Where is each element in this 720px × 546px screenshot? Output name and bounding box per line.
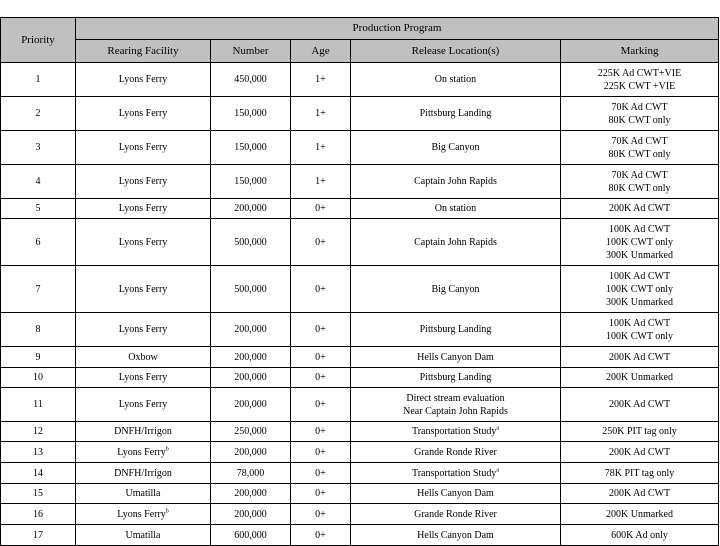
location-line: Transportation Study <box>411 426 497 437</box>
number-cell: 200,000 <box>211 313 291 347</box>
facility-name: Lyons Ferry <box>118 108 168 119</box>
marking-cell <box>561 266 719 313</box>
facility-name: DNFH/Irrigon <box>114 467 172 479</box>
age-cell: 0+ <box>291 266 351 313</box>
table-row <box>1 442 719 463</box>
footnote-marker: b <box>165 446 169 453</box>
age-cell: 0+ <box>291 484 351 504</box>
table-row <box>1 63 719 97</box>
priority-cell: 14 <box>1 463 76 484</box>
release-location-cell <box>351 463 561 484</box>
marking-line: 100K CWT only <box>605 236 674 248</box>
age-cell: 0+ <box>291 422 351 442</box>
marking-cell <box>561 347 719 368</box>
facility-name: Lyons Ferry <box>118 399 168 410</box>
priority-cell: 6 <box>1 219 76 266</box>
priority-cell: 15 <box>1 484 76 504</box>
age-cell: 0+ <box>291 463 351 484</box>
number-cell: 150,000 <box>211 165 291 199</box>
release-location-cell <box>351 97 561 131</box>
marking-line: 200K Unmarked <box>606 508 673 520</box>
priority-cell: 5 <box>1 199 76 219</box>
release-location-cell <box>351 199 561 219</box>
facility-name: Lyons Ferry <box>117 508 166 520</box>
location-line: Grande Ronde River <box>414 508 497 520</box>
facility-name: Lyons Ferry <box>118 142 168 153</box>
release-location-cell <box>351 266 561 313</box>
location-line: Hells Canyon Dam <box>417 351 494 363</box>
marking-cell <box>561 199 719 219</box>
release-location-cell <box>351 219 561 266</box>
table-row <box>1 347 719 368</box>
rearing-facility-cell <box>76 525 211 546</box>
number-cell: 150,000 <box>211 131 291 165</box>
number-cell: 500,000 <box>211 219 291 266</box>
table-header <box>1 18 719 63</box>
rearing-facility-cell <box>76 442 211 463</box>
age-header: Age <box>291 40 351 63</box>
age-cell: 0+ <box>291 442 351 463</box>
table-row <box>1 199 719 219</box>
marking-line: 250K PIT tag only <box>602 426 677 437</box>
priority-cell: 10 <box>1 368 76 388</box>
location-line: Near Captain John Rapids <box>403 405 508 417</box>
number-cell: 200,000 <box>211 484 291 504</box>
age-cell: 1+ <box>291 131 351 165</box>
marking-line: 200K Ad CWT <box>608 488 671 499</box>
footnote-marker: b <box>165 508 169 515</box>
number-cell: 200,000 <box>211 199 291 219</box>
location-line: Direct stream evaluation <box>406 392 505 404</box>
marking-line: 100K Ad CWT <box>608 317 671 329</box>
production-program-table <box>0 17 719 546</box>
rearing-facility-cell <box>76 131 211 165</box>
age-cell: 0+ <box>291 388 351 422</box>
footnote-marker: a <box>496 467 500 474</box>
table-row <box>1 484 719 504</box>
number-cell: 200,000 <box>211 347 291 368</box>
marking-line: 225K CWT +VIE <box>603 80 676 92</box>
table-row <box>1 97 719 131</box>
location-line: Big Canyon <box>431 283 480 295</box>
rearing-facility-cell <box>76 219 211 266</box>
marking-cell <box>561 442 719 463</box>
release-location-cell <box>351 63 561 97</box>
marking-line: 70K Ad CWT <box>611 169 668 181</box>
marking-cell <box>561 63 719 97</box>
table-row <box>1 131 719 165</box>
table-row <box>1 388 719 422</box>
facility-name: Lyons Ferry <box>118 203 168 214</box>
release-location-header: Release Location(s) <box>351 40 561 63</box>
rearing-facility-cell <box>76 347 211 368</box>
location-line: Pittsburg Landing <box>419 108 492 119</box>
rearing-facility-cell <box>76 368 211 388</box>
marking-cell <box>561 131 719 165</box>
location-line: Pittsburg Landing <box>419 324 492 335</box>
age-cell: 1+ <box>291 165 351 199</box>
marking-line: 70K Ad CWT <box>611 101 668 113</box>
table-row <box>1 219 719 266</box>
marking-line: 100K CWT only <box>605 330 674 342</box>
number-cell: 600,000 <box>211 525 291 546</box>
marking-line: 200K Ad CWT <box>608 399 671 410</box>
location-line: On station <box>434 74 477 85</box>
facility-name: Lyons Ferry <box>118 283 168 295</box>
release-location-cell <box>351 347 561 368</box>
marking-header: Marking <box>561 40 719 63</box>
priority-cell: 1 <box>1 63 76 97</box>
location-line: Captain John Rapids <box>414 236 497 248</box>
rearing-facility-cell <box>76 266 211 313</box>
location-line: On station <box>434 203 477 214</box>
priority-cell: 16 <box>1 504 76 525</box>
rearing-facility-cell <box>76 199 211 219</box>
marking-cell <box>561 422 719 442</box>
facility-name: Lyons Ferry <box>118 324 168 335</box>
age-cell: 0+ <box>291 368 351 388</box>
number-cell: 200,000 <box>211 504 291 525</box>
number-cell: 250,000 <box>211 422 291 442</box>
release-location-cell <box>351 368 561 388</box>
location-line: Big Canyon <box>431 142 480 153</box>
facility-name: Oxbow <box>128 351 158 363</box>
rearing-facility-cell <box>76 165 211 199</box>
location-line: Hells Canyon Dam <box>417 529 494 541</box>
table-row <box>1 313 719 347</box>
marking-cell <box>561 165 719 199</box>
marking-line: 100K Ad CWT <box>608 270 671 282</box>
priority-cell: 8 <box>1 313 76 347</box>
number-cell: 200,000 <box>211 388 291 422</box>
marking-cell <box>561 484 719 504</box>
marking-line: 70K Ad CWT <box>611 135 668 147</box>
priority-cell: 7 <box>1 266 76 313</box>
rearing-facility-cell <box>76 463 211 484</box>
marking-line: 80K CWT only <box>608 182 671 194</box>
table-row <box>1 525 719 546</box>
facility-name: Umatilla <box>125 529 161 541</box>
priority-cell: 17 <box>1 525 76 546</box>
marking-line: 80K CWT only <box>608 114 671 126</box>
number-cell: 450,000 <box>211 63 291 97</box>
number-cell: 500,000 <box>211 266 291 313</box>
age-cell: 1+ <box>291 97 351 131</box>
release-location-cell <box>351 165 561 199</box>
facility-name: DNFH/Irrigon <box>114 426 172 437</box>
facility-name: Lyons Ferry <box>118 176 168 187</box>
number-header: Number <box>211 40 291 63</box>
location-line: Hells Canyon Dam <box>417 488 494 499</box>
marking-cell <box>561 525 719 546</box>
marking-cell <box>561 388 719 422</box>
priority-cell: 12 <box>1 422 76 442</box>
table-row <box>1 463 719 484</box>
footnote-marker: a <box>496 425 500 432</box>
location-line: Grande Ronde River <box>414 446 497 458</box>
marking-line: 300K Unmarked <box>606 249 673 261</box>
marking-line: 200K Ad CWT <box>608 446 671 458</box>
facility-name: Lyons Ferry <box>118 236 168 248</box>
facility-name: Lyons Ferry <box>117 446 166 458</box>
table-row <box>1 165 719 199</box>
age-cell: 0+ <box>291 199 351 219</box>
facility-name: Umatilla <box>125 488 161 499</box>
number-cell: 200,000 <box>211 442 291 463</box>
marking-cell <box>561 219 719 266</box>
marking-line: 80K CWT only <box>608 148 671 160</box>
priority-header: Priority <box>1 18 76 63</box>
marking-cell <box>561 504 719 525</box>
release-location-cell <box>351 388 561 422</box>
marking-line: 200K Ad CWT <box>608 351 671 363</box>
age-cell: 1+ <box>291 63 351 97</box>
age-cell: 0+ <box>291 313 351 347</box>
priority-cell: 11 <box>1 388 76 422</box>
age-cell: 0+ <box>291 525 351 546</box>
number-cell: 150,000 <box>211 97 291 131</box>
release-location-cell <box>351 504 561 525</box>
marking-line: 78K PIT tag only <box>604 467 675 479</box>
priority-cell: 3 <box>1 131 76 165</box>
marking-line: 300K Unmarked <box>606 296 673 308</box>
marking-line: 100K Ad CWT <box>608 223 671 235</box>
location-line: Transportation Study <box>411 467 497 479</box>
location-line-wrapper <box>353 467 558 480</box>
priority-cell: 13 <box>1 442 76 463</box>
number-cell: 78,000 <box>211 463 291 484</box>
priority-cell: 2 <box>1 97 76 131</box>
marking-cell <box>561 463 719 484</box>
marking-cell <box>561 313 719 347</box>
table-row <box>1 504 719 525</box>
release-location-cell <box>351 131 561 165</box>
marking-line: 100K CWT only <box>605 283 674 295</box>
rearing-facility-cell <box>76 484 211 504</box>
marking-line: 225K Ad CWT+VIE <box>597 67 682 79</box>
table-row <box>1 368 719 388</box>
rearing-facility-cell <box>76 63 211 97</box>
priority-cell: 9 <box>1 347 76 368</box>
rearing-facility-cell <box>76 388 211 422</box>
release-location-cell <box>351 484 561 504</box>
release-location-cell <box>351 313 561 347</box>
age-cell: 0+ <box>291 347 351 368</box>
priority-cell: 4 <box>1 165 76 199</box>
marking-line: 200K Ad CWT <box>608 203 671 214</box>
rearing-facility-cell <box>76 504 211 525</box>
table-row <box>1 266 719 313</box>
location-line: Captain John Rapids <box>414 176 497 187</box>
age-cell: 0+ <box>291 219 351 266</box>
marking-cell <box>561 368 719 388</box>
rearing-facility-header: Rearing Facility <box>76 40 211 63</box>
number-cell: 200,000 <box>211 368 291 388</box>
location-line: Pittsburg Landing <box>419 372 492 383</box>
rearing-facility-cell <box>76 422 211 442</box>
facility-name: Lyons Ferry <box>118 74 168 85</box>
marking-line: 600K Ad only <box>611 529 668 541</box>
release-location-cell <box>351 422 561 442</box>
age-cell: 0+ <box>291 504 351 525</box>
facility-name: Lyons Ferry <box>118 372 168 383</box>
marking-line: 200K Unmarked <box>606 372 673 383</box>
release-location-cell <box>351 525 561 546</box>
table-row <box>1 422 719 442</box>
marking-cell <box>561 97 719 131</box>
table-body <box>1 63 719 546</box>
rearing-facility-cell <box>76 97 211 131</box>
rearing-facility-cell <box>76 313 211 347</box>
production-program-header: Production Program <box>76 18 719 40</box>
release-location-cell <box>351 442 561 463</box>
location-line-wrapper <box>353 425 558 438</box>
